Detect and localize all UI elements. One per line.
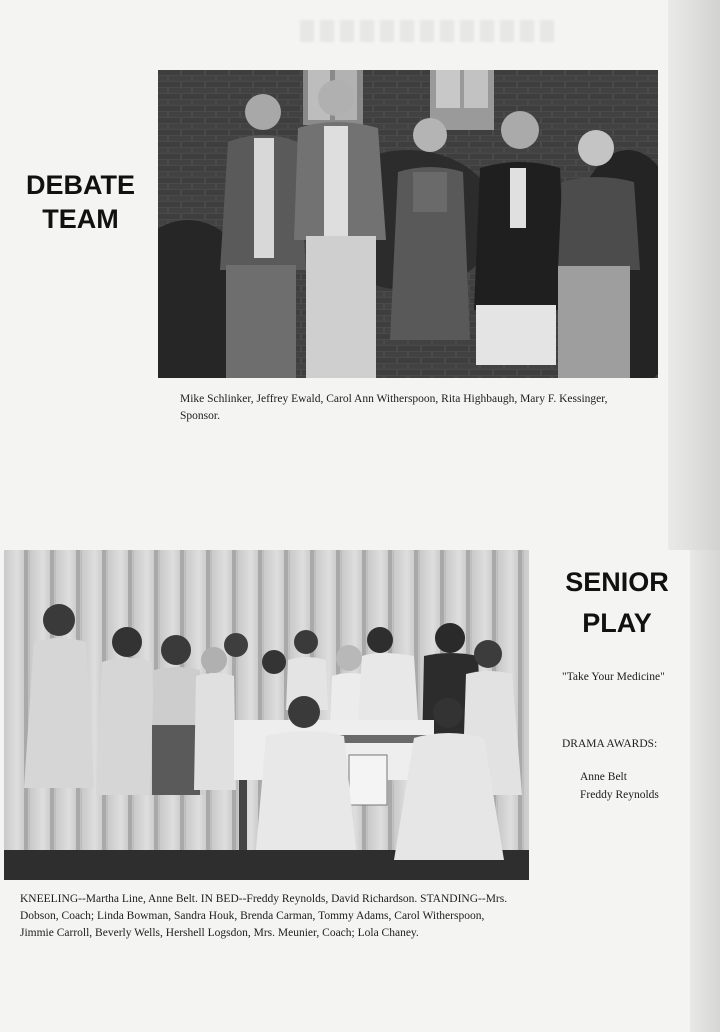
page-edge-shadow-lower [690,550,720,1032]
play-title: "Take Your Medicine" [562,671,665,683]
drama-awards-label: DRAMA AWARDS: [562,738,658,750]
senior-play-photo [4,550,529,880]
page-edge-shadow [668,0,720,550]
drama-award-recipient: Freddy Reynolds [580,789,659,801]
debate-team-photo [158,70,658,378]
debate-team-heading: DEBATE TEAM [25,170,135,234]
senior-play-caption: KNEELING--Martha Line, Anne Belt. IN BED--Freddy Reynolds, David Richardson. STANDING--Mrs. Dobson, Coach; Linda Bowman, Sandra Houk, Brenda Carman, Tommy Adams, Carol Witherspoon, Jimmie Carroll, Beverly Wells, Hershell Logsdon, Mrs. Meunier, Coach; Lola Chaney. [20,893,508,939]
bleed-through-text [300,20,560,42]
drama-award-recipient: Anne Belt [580,771,627,783]
debate-team-caption: Mike Schlinker, Jeffrey Ewald, Carol Ann Witherspoon, Rita Highbaugh, Mary F. Kessinger, Sponsor. [180,393,608,422]
senior-play-heading: SENIOR PLAY [565,567,669,638]
